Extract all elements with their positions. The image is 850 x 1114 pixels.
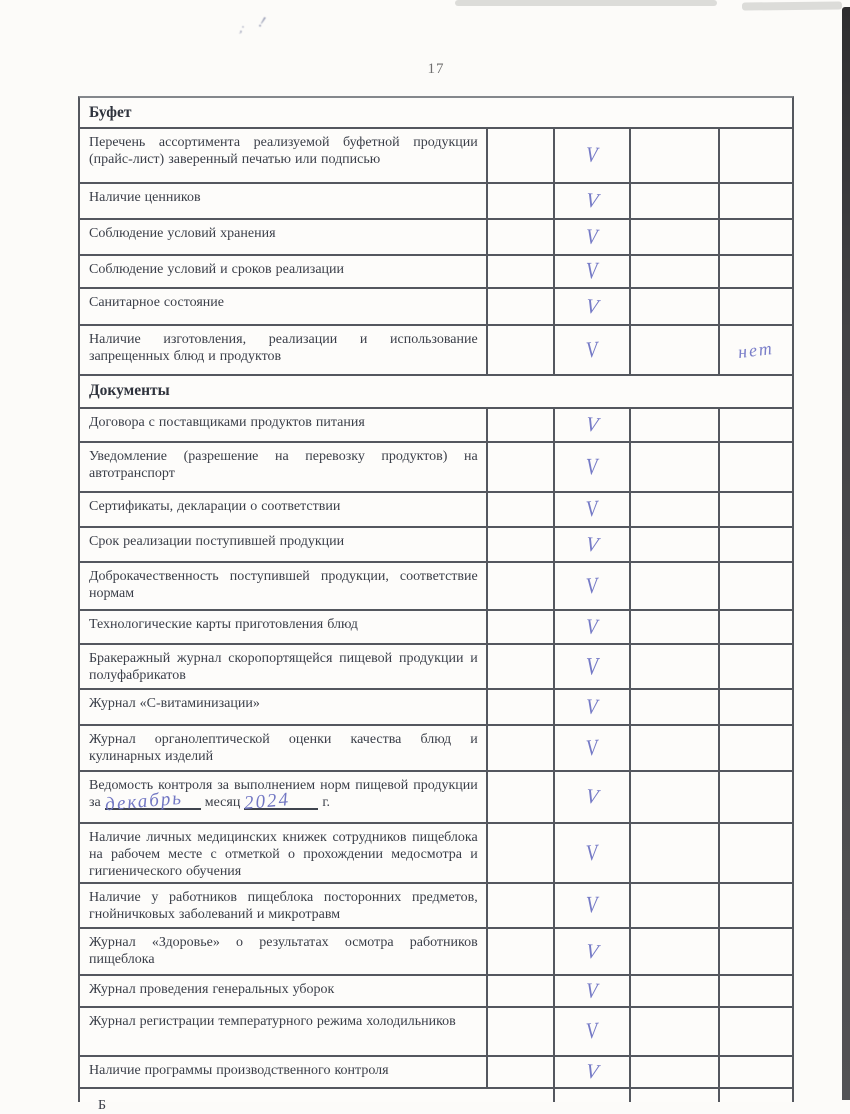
checkmark-cell — [555, 1057, 631, 1087]
empty-cell — [488, 220, 556, 254]
handwritten-checkmark: V — [585, 694, 599, 720]
table-row — [80, 824, 792, 884]
handwritten-checkmark: V — [584, 412, 600, 438]
scan-streak — [455, 0, 717, 6]
checkmark-cell — [555, 976, 631, 1006]
checkmark-cell — [555, 129, 631, 182]
checkmark-cell — [555, 1008, 631, 1055]
checkmark-cell — [555, 220, 631, 254]
table-row — [80, 929, 792, 976]
table-row — [80, 129, 792, 184]
row-label: Журнал «Здоровье» о результатах осмотра работников пищеблока — [80, 929, 488, 974]
checkmark-cell — [555, 443, 631, 491]
table-row — [80, 1057, 792, 1089]
empty-cell — [631, 220, 720, 254]
row-label: Наличие ценников — [80, 184, 488, 218]
row-label-text: г. — [322, 795, 330, 810]
ink-smudge: ; — [238, 19, 247, 36]
table-row — [80, 443, 792, 493]
table-row — [80, 256, 792, 289]
section-title: Буфет — [89, 104, 132, 121]
remarks-cell — [720, 256, 792, 287]
row-label-text: месяц — [204, 795, 241, 810]
table-row — [80, 326, 792, 376]
handwritten-month: декабрь — [104, 787, 184, 816]
handwritten-checkmark: V — [584, 532, 600, 557]
table-row — [80, 611, 792, 645]
empty-cell — [631, 690, 720, 724]
clipped-text: Б — [98, 1098, 107, 1113]
empty-cell — [631, 772, 720, 822]
row-label-text: Ведомость контроля за выполнением норм пищевой продукции за — [89, 778, 478, 810]
table-row — [80, 528, 792, 563]
empty-cell — [631, 528, 720, 561]
checkmark-cell — [555, 563, 631, 609]
row-label: Бракеражный журнал скоропортящейся пищевой продукции и полуфабрикатов — [80, 645, 488, 688]
empty-cell — [631, 493, 720, 526]
empty-cell — [488, 184, 556, 218]
row-label: Технологические карты приготовления блюд — [80, 611, 488, 643]
empty-cell — [488, 256, 556, 287]
handwritten-checkmark: V — [584, 939, 600, 964]
empty-cell — [488, 563, 556, 609]
handwritten-note: нет — [737, 337, 776, 362]
empty-cell — [631, 824, 720, 882]
checkmark-cell — [555, 409, 631, 441]
empty-cell — [631, 184, 720, 218]
row-label: Журнал проведения генеральных уборок — [80, 976, 488, 1006]
table-row — [80, 884, 792, 929]
checkmark-cell — [555, 326, 631, 374]
checkmark-cell — [555, 289, 631, 324]
row-label: Доброкачественность поступившей продукции, соответствие нормам — [80, 563, 488, 609]
row-label: Журнал органолептической оценки качества блюд и кулинарных изделий — [80, 726, 488, 770]
row-label: Соблюдение условий и сроков реализации — [80, 256, 488, 287]
table-row — [80, 726, 792, 772]
fill-in-blank-month — [104, 787, 201, 816]
remarks-cell — [720, 824, 792, 882]
checkmark-cell — [555, 726, 631, 770]
remarks-cell — [720, 493, 792, 526]
table-row — [80, 976, 792, 1008]
empty-cell — [488, 772, 556, 822]
remarks-cell — [720, 184, 792, 218]
empty-cell — [488, 129, 556, 182]
row-label: Журнал «С-витаминизации» — [80, 690, 488, 724]
checkmark-cell — [555, 184, 631, 218]
remarks-cell — [720, 326, 792, 374]
empty-cell — [555, 1089, 631, 1102]
checkmark-cell — [555, 772, 631, 822]
empty-cell — [631, 1089, 720, 1102]
empty-cell — [631, 929, 720, 974]
table-row — [80, 645, 792, 690]
empty-cell — [488, 409, 556, 441]
page-number: 17 — [427, 61, 445, 77]
remarks-cell — [720, 726, 792, 770]
row-label: Соблюдение условий хранения — [80, 220, 488, 254]
row-label: Уведомление (разрешение на перевозку продуктов) на автотранспорт — [80, 443, 488, 491]
handwritten-year: 2024 — [243, 789, 292, 814]
empty-cell — [631, 645, 720, 688]
empty-cell — [631, 326, 720, 374]
table-row — [80, 493, 792, 528]
checklist-table — [78, 96, 794, 1113]
table-row — [80, 772, 792, 824]
remarks-cell — [720, 129, 792, 182]
partial-row — [80, 1089, 792, 1113]
empty-cell — [631, 884, 720, 927]
remarks-cell — [720, 884, 792, 927]
row-label: Наличие изготовления, реализации и использование запрещенных блюд и продуктов — [80, 326, 488, 374]
remarks-cell — [720, 1057, 792, 1087]
empty-cell — [488, 443, 556, 491]
empty-cell — [488, 884, 556, 927]
remarks-cell — [720, 1008, 792, 1055]
empty-cell — [488, 493, 556, 526]
section-header-row — [80, 98, 792, 129]
table-row — [80, 563, 792, 611]
empty-cell — [488, 1057, 556, 1087]
empty-cell — [488, 611, 556, 643]
row-label: Журнал регистрации температурного режима холодильников — [80, 1008, 488, 1055]
remarks-cell — [720, 563, 792, 609]
remarks-cell — [720, 289, 792, 324]
scan-edge-shadow — [842, 7, 850, 1100]
empty-cell — [488, 690, 556, 724]
empty-cell — [488, 528, 556, 561]
handwritten-checkmark: V — [585, 1018, 599, 1045]
handwritten-checkmark: V — [585, 337, 599, 363]
table-row — [80, 184, 792, 220]
handwritten-checkmark: V — [585, 840, 599, 866]
fill-in-blank-year — [243, 789, 318, 814]
checkmark-cell — [555, 645, 631, 688]
remarks-cell — [720, 443, 792, 491]
empty-cell — [631, 443, 720, 491]
handwritten-checkmark: V — [586, 453, 599, 481]
handwritten-checkmark: V — [586, 258, 599, 285]
checkmark-cell — [555, 256, 631, 287]
checkmark-cell — [555, 611, 631, 643]
empty-cell — [631, 976, 720, 1006]
checkmark-cell — [555, 528, 631, 561]
empty-cell — [631, 256, 720, 287]
empty-cell — [488, 289, 556, 324]
row-label: Наличие программы производственного контроля — [80, 1057, 488, 1087]
empty-cell — [488, 645, 556, 688]
handwritten-checkmark: V — [584, 294, 600, 319]
remarks-cell — [720, 690, 792, 724]
handwritten-checkmark: V — [584, 1059, 600, 1085]
empty-cell — [488, 976, 556, 1006]
row-label: Срок реализации поступившей продукции — [80, 528, 488, 561]
handwritten-checkmark: V — [584, 784, 600, 810]
checkmark-cell — [555, 690, 631, 724]
empty-cell — [488, 726, 556, 770]
handwritten-checkmark: V — [585, 143, 599, 168]
handwritten-checkmark: V — [585, 652, 599, 681]
row-label: Договора с поставщиками продуктов питания — [80, 409, 488, 441]
table-row — [80, 409, 792, 443]
handwritten-checkmark: V — [585, 614, 599, 640]
empty-cell — [631, 563, 720, 609]
row-label: Санитарное состояние — [80, 289, 488, 324]
row-label — [80, 1089, 488, 1113]
empty-cell — [631, 409, 720, 441]
remarks-cell — [720, 220, 792, 254]
empty-cell — [488, 326, 556, 374]
table-row — [80, 289, 792, 326]
row-label — [80, 772, 488, 822]
remarks-cell — [720, 409, 792, 441]
handwritten-checkmark: V — [586, 892, 599, 919]
empty-cell — [631, 726, 720, 770]
remarks-cell — [720, 976, 792, 1006]
checkmark-cell — [555, 884, 631, 927]
empty-cell — [488, 1089, 556, 1102]
row-label: Перечень ассортимента реализуемой буфетной продукции (прайс-лист) заверенный печатью или подписью — [80, 129, 488, 182]
ink-smudge: ! — [256, 13, 268, 32]
empty-cell — [631, 289, 720, 324]
checkmark-cell — [555, 824, 631, 882]
empty-cell — [631, 1057, 720, 1087]
table-row — [80, 1008, 792, 1057]
checkmark-cell — [555, 493, 631, 526]
handwritten-checkmark: V — [585, 224, 599, 250]
table-row — [80, 690, 792, 726]
row-label: Сертификаты, декларации о соответствии — [80, 493, 488, 526]
remarks-cell — [720, 611, 792, 643]
empty-cell — [720, 1089, 792, 1102]
scan-streak — [742, 1, 842, 10]
empty-cell — [631, 129, 720, 182]
empty-cell — [631, 611, 720, 643]
remarks-cell — [720, 772, 792, 822]
handwritten-checkmark: V — [585, 496, 599, 523]
row-label: Наличие личных медицинских книжек сотрудников пищеблока на рабочем месте с отметкой о прохождении медосмотра и гигиенического обучения — [80, 824, 488, 882]
empty-cell — [488, 929, 556, 974]
remarks-cell — [720, 528, 792, 561]
remarks-cell — [720, 929, 792, 974]
section-header-row — [80, 376, 792, 409]
handwritten-checkmark: V — [585, 978, 599, 1004]
handwritten-checkmark: V — [584, 188, 600, 214]
empty-cell — [631, 1008, 720, 1055]
handwritten-checkmark: V — [585, 735, 599, 761]
section-title: Документы — [89, 382, 170, 399]
handwritten-checkmark: V — [585, 573, 599, 599]
table-row — [80, 220, 792, 256]
checkmark-cell — [555, 929, 631, 974]
row-label: Наличие у работников пищеблока посторонних предметов, гнойничковых заболеваний и микротравм — [80, 884, 488, 927]
empty-cell — [488, 824, 556, 882]
remarks-cell — [720, 645, 792, 688]
empty-cell — [488, 1008, 556, 1055]
